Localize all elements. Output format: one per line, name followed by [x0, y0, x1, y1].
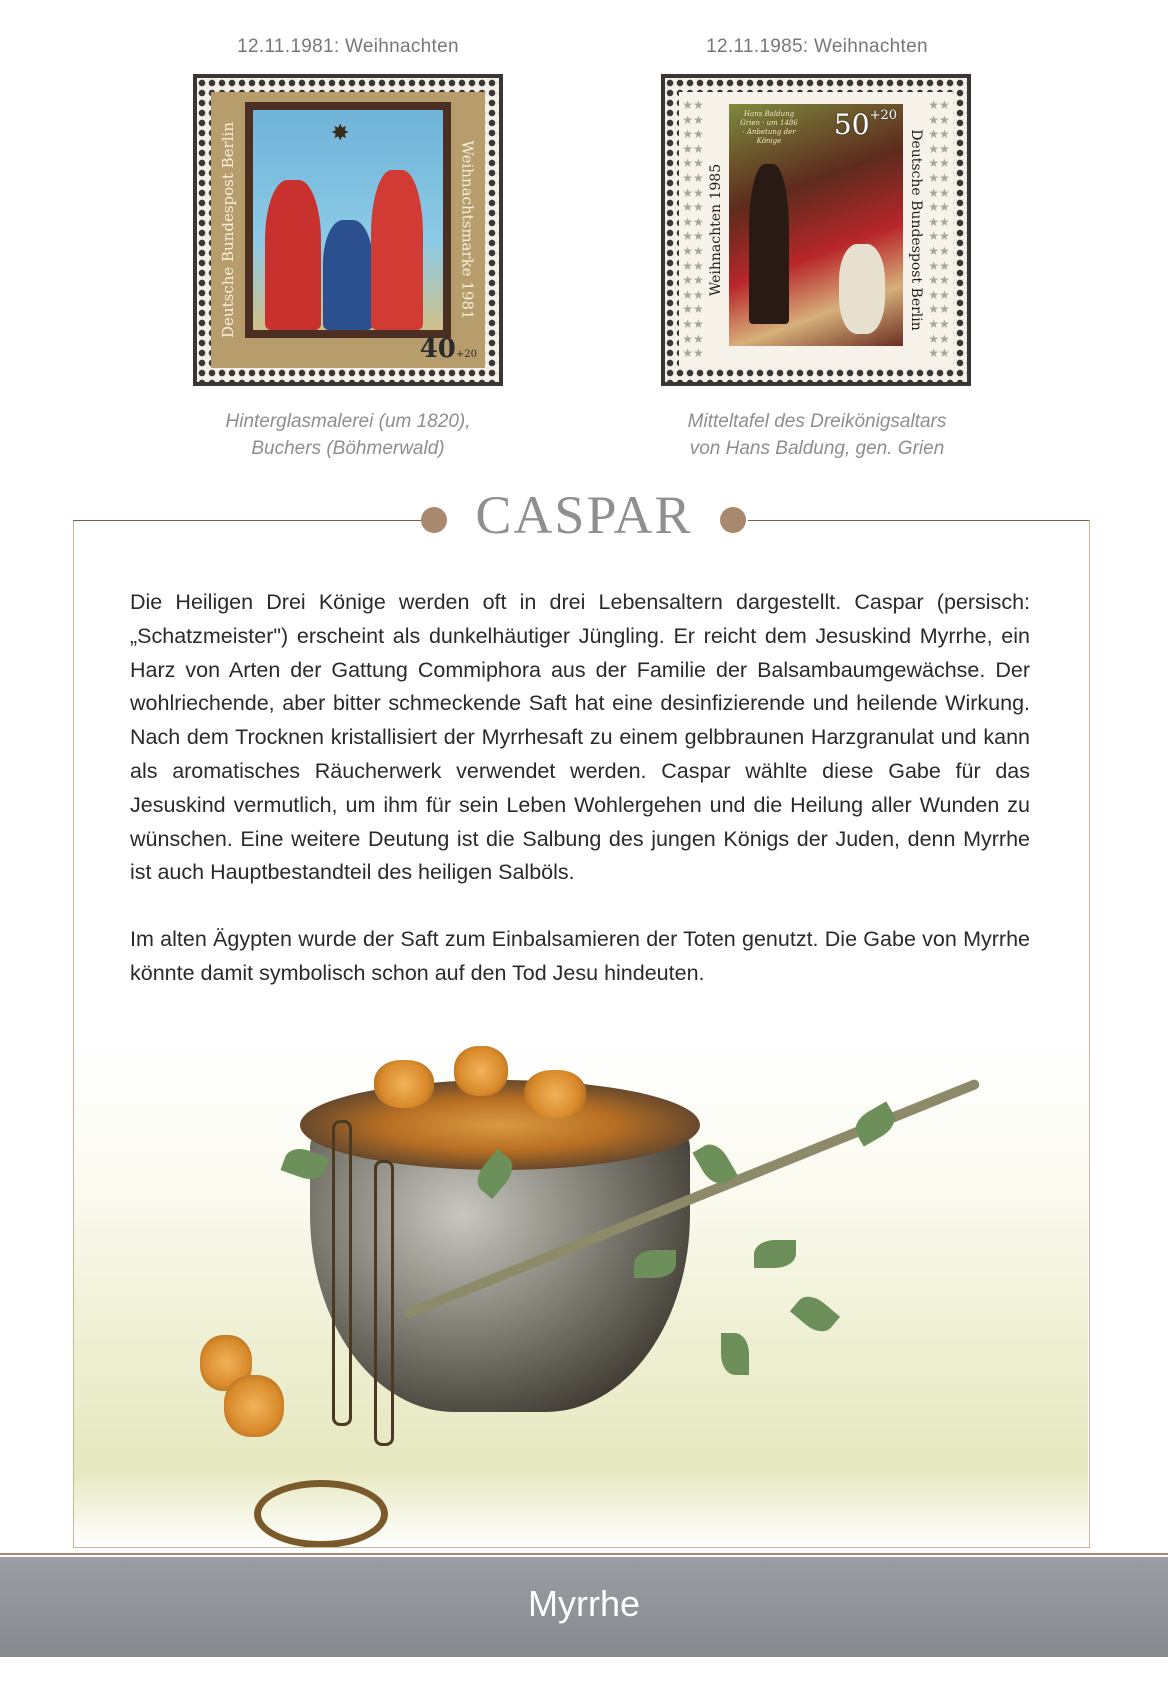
leaf-icon [850, 1101, 900, 1146]
king-figure [749, 164, 789, 324]
resin-piece [224, 1375, 284, 1437]
paragraph: Im alten Ägypten wurde der Saft zum Einbalsamieren der Toten genutzt. Die Gabe von Myrrhe könnte damit symbolisch schon auf den Tod Jesu hindeuten. [130, 927, 1030, 985]
stamp-caption: Hinterglasmalerei (um 1820), Buchers (Böhmerwald) [225, 411, 471, 459]
resin-piece [454, 1046, 508, 1096]
madonna-figure [839, 244, 885, 334]
divider [748, 520, 1089, 521]
divider [73, 520, 423, 521]
star-icon: ✸ [331, 120, 350, 145]
bullet-dot-icon [720, 507, 746, 533]
stamp-image [193, 74, 503, 386]
leaf-icon [721, 1333, 749, 1375]
page-title: CASPAR [475, 485, 693, 545]
resin-piece [374, 1060, 434, 1108]
stamp-issue-date: 12.11.1985: Weihnachten [706, 36, 928, 57]
chain [374, 1160, 394, 1446]
body-text [130, 586, 1030, 1024]
stamp-side-text: Deutsche Bundespost Berlin [908, 129, 925, 331]
stamp-credit: Hans Baldung Grien · um 1486 · Anbetung der Könige [740, 110, 798, 145]
star-border-icon: ★★ ★★ ★★ ★★ ★★ ★★ ★★ ★★ ★★ ★★ ★★ ★★ ★★ ★★ ★★ ★★ ★★ ★★ [928, 98, 950, 361]
bullet-dot-icon [421, 507, 447, 533]
resin-piece [524, 1070, 586, 1118]
king-figure [371, 170, 423, 330]
king-figure [265, 180, 321, 330]
leaf-icon [790, 1290, 840, 1338]
star-border-icon: ★★ ★★ ★★ ★★ ★★ ★★ ★★ ★★ ★★ ★★ ★★ ★★ ★★ ★★ ★★ ★★ ★★ ★★ [682, 98, 704, 361]
chain [332, 1120, 352, 1426]
leaf-icon [634, 1250, 676, 1278]
leaf-icon [754, 1240, 796, 1268]
stamp-caption: Mitteltafel des Dreikönigsaltars von Hans Baldung, gen. Grien [687, 411, 947, 459]
stamp-side-text: Deutsche Bundespost Berlin [219, 122, 238, 338]
stamp-side-text: Weihnachtsmarke 1981 [459, 140, 478, 320]
king-figure [323, 220, 373, 330]
paragraph: Die Heiligen Drei Könige werden oft in drei Lebensaltern dargestellt. Caspar (persisch: „Schatzmeister") erscheint als dunkelhäutiger Jüngling. Er reicht dem Jesuskind Myrrhe, ein Harz von Arten der Gattung Commiphora aus der Familie der Balsambaumgewächse. Der wohlriechende, aber bitter schmeckende Saft hat eine desinfizierende und heilende Wirkung. Nach dem Trocknen kristallisiert der Myrrhesaft zu einem gelbbraunen Harzgranulat und kann als aromatisches Räucherwerk verwendet werden. Caspar wählte diese Gabe für das Jesuskind vermutlich, um ihm für sein Leben Wohlergehen und die Heilung aller Wunden zu wünschen. Eine weitere Deutung ist die Salbung des jungen Königs der Juden, denn Myrrhe ist auch Hauptbestandteil des heiligen Salböls. [130, 590, 1030, 885]
censer-ring [254, 1480, 388, 1547]
stamp-image [661, 74, 971, 386]
divider [0, 1553, 1168, 1555]
stamp-issue-date: 12.11.1981: Weihnachten [237, 36, 459, 57]
footer-label: Myrrhe [527, 1583, 640, 1624]
stamp-value: 40+20 [419, 334, 477, 364]
myrrh-illustration [74, 1040, 1088, 1547]
stamp-painting [245, 102, 451, 338]
stamp-side-text: Weihnachten 1985 [708, 163, 725, 297]
stamp-value: $50^{+20}$ [833, 108, 897, 141]
